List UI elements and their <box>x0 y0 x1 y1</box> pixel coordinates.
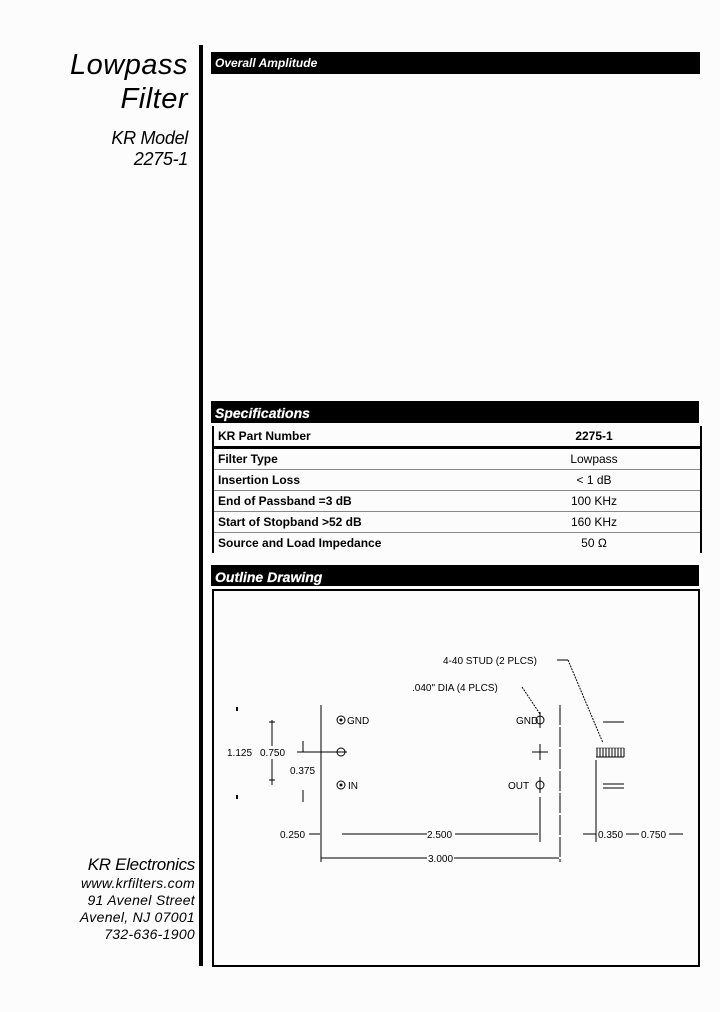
spec-label: Insertion Loss <box>218 473 301 487</box>
spec-label: Filter Type <box>218 452 278 466</box>
dim-left: 0.250 <box>280 830 306 841</box>
section-title: Outline Drawing <box>215 569 323 585</box>
dim-right-1: 0.350 <box>598 830 624 841</box>
dim-height-inner: 0.750 <box>260 748 286 759</box>
dim-center: 0.375 <box>290 766 316 777</box>
spec-value: Lowpass <box>570 452 618 466</box>
out-label: OUT <box>508 781 530 792</box>
dim-span: 2.500 <box>427 830 453 841</box>
table-row <box>214 533 700 553</box>
section-header-specifications <box>211 401 699 423</box>
spec-value: < 1 dB <box>576 473 612 487</box>
dim-length: 3.000 <box>428 854 454 865</box>
spec-label: KR Part Number <box>218 429 311 443</box>
spec-value: 100 KHz <box>570 494 618 508</box>
stud-side-view <box>596 748 624 757</box>
section-header-amplitude <box>211 52 700 74</box>
table-row <box>214 512 700 533</box>
company-street: 91 Avenel Street <box>87 892 195 908</box>
in-label: IN <box>348 781 358 792</box>
vertical-divider <box>199 45 203 966</box>
spec-value: 50 Ω <box>581 536 607 550</box>
company-phone: 732-636-1900 <box>104 926 195 942</box>
outline-drawing <box>212 589 700 967</box>
model-line-2: 2275-1 <box>133 149 188 169</box>
section-title: Specifications <box>215 405 310 421</box>
title-line-2: Filter <box>120 83 188 115</box>
spec-value: 160 KHz <box>570 515 618 529</box>
table-row <box>214 491 700 512</box>
section-title: Overall Amplitude <box>215 56 318 70</box>
hole-note: .040" DIA (4 PLCS) <box>412 683 498 694</box>
model-line-1: KR Model <box>111 128 188 148</box>
company-website[interactable]: www.krfilters.com <box>81 875 195 891</box>
dim-height-total: 1.125 <box>227 748 253 759</box>
outline-drawing-svg <box>214 591 698 965</box>
company-info <box>40 855 195 943</box>
spec-label: Source and Load Impedance <box>218 536 382 550</box>
spec-value: 2275-1 <box>575 429 613 443</box>
spec-header-row <box>214 426 700 449</box>
section-header-outline <box>211 565 699 586</box>
title-line-1: Lowpass <box>70 49 188 81</box>
company-name: KR Electronics <box>87 855 195 874</box>
table-row <box>214 449 700 470</box>
dim-right-2: 0.750 <box>641 830 667 841</box>
company-city: Avenel, NJ 07001 <box>79 909 195 925</box>
spec-label: End of Passband =3 dB <box>218 494 352 508</box>
gnd-left-label: GND <box>347 716 370 727</box>
table-row <box>214 470 700 491</box>
spec-table <box>212 426 702 553</box>
spec-label: Start of Stopband >52 dB <box>218 515 362 529</box>
product-title <box>40 48 188 170</box>
stud-note: 4-40 STUD (2 PLCS) <box>443 656 537 667</box>
gnd-right-label: GND <box>516 716 539 727</box>
